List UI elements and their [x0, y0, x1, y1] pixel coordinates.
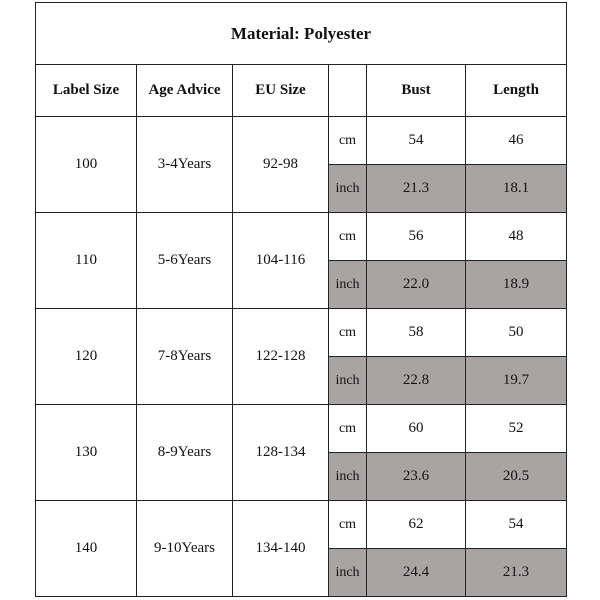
age-advice-cell: 8-9Years: [137, 405, 233, 501]
age-advice-cell: 5-6Years: [137, 213, 233, 309]
label-size-cell: 140: [36, 501, 137, 597]
eu-size-cell: 104-116: [233, 213, 329, 309]
table-row: [36, 213, 567, 261]
unit-cm-cell: cm: [329, 405, 367, 453]
length-inch-cell: 19.7: [466, 357, 567, 405]
unit-inch-cell: inch: [329, 453, 367, 501]
length-cm-cell: 50: [466, 309, 567, 357]
unit-inch-cell: inch: [329, 357, 367, 405]
unit-inch-cell: inch: [329, 549, 367, 597]
header-eu-size: EU Size: [233, 65, 329, 117]
header-age-advice: Age Advice: [137, 65, 233, 117]
label-size-cell: 100: [36, 117, 137, 213]
table-row: [36, 309, 567, 357]
length-cm-cell: 54: [466, 501, 567, 549]
unit-cm-cell: cm: [329, 213, 367, 261]
unit-cm-cell: cm: [329, 309, 367, 357]
material-title: Material: Polyester: [36, 3, 567, 65]
age-advice-cell: 7-8Years: [137, 309, 233, 405]
age-advice-cell: 3-4Years: [137, 117, 233, 213]
eu-size-cell: 128-134: [233, 405, 329, 501]
bust-inch-cell: 22.0: [367, 261, 466, 309]
table-row: [36, 405, 567, 453]
unit-inch-cell: inch: [329, 165, 367, 213]
unit-cm-cell: cm: [329, 117, 367, 165]
bust-inch-cell: 22.8: [367, 357, 466, 405]
label-size-cell: 110: [36, 213, 137, 309]
table-row: [36, 501, 567, 549]
bust-inch-cell: 24.4: [367, 549, 466, 597]
eu-size-cell: 122-128: [233, 309, 329, 405]
eu-size-cell: 134-140: [233, 501, 329, 597]
eu-size-cell: 92-98: [233, 117, 329, 213]
length-inch-cell: 18.1: [466, 165, 567, 213]
bust-cm-cell: 62: [367, 501, 466, 549]
length-inch-cell: 20.5: [466, 453, 567, 501]
header-row: [36, 65, 567, 117]
header-label-size: Label Size: [36, 65, 137, 117]
table-row: [36, 117, 567, 165]
age-advice-cell: 9-10Years: [137, 501, 233, 597]
header-bust: Bust: [367, 65, 466, 117]
unit-cm-cell: cm: [329, 501, 367, 549]
bust-cm-cell: 58: [367, 309, 466, 357]
length-cm-cell: 52: [466, 405, 567, 453]
title-row: [36, 3, 567, 65]
unit-inch-cell: inch: [329, 261, 367, 309]
header-length: Length: [466, 65, 567, 117]
bust-cm-cell: 54: [367, 117, 466, 165]
length-cm-cell: 48: [466, 213, 567, 261]
label-size-cell: 130: [36, 405, 137, 501]
bust-cm-cell: 56: [367, 213, 466, 261]
length-inch-cell: 18.9: [466, 261, 567, 309]
length-inch-cell: 21.3: [466, 549, 567, 597]
bust-cm-cell: 60: [367, 405, 466, 453]
length-cm-cell: 46: [466, 117, 567, 165]
bust-inch-cell: 21.3: [367, 165, 466, 213]
label-size-cell: 120: [36, 309, 137, 405]
bust-inch-cell: 23.6: [367, 453, 466, 501]
header-unit-blank: [329, 65, 367, 117]
size-chart-table: [35, 2, 567, 597]
